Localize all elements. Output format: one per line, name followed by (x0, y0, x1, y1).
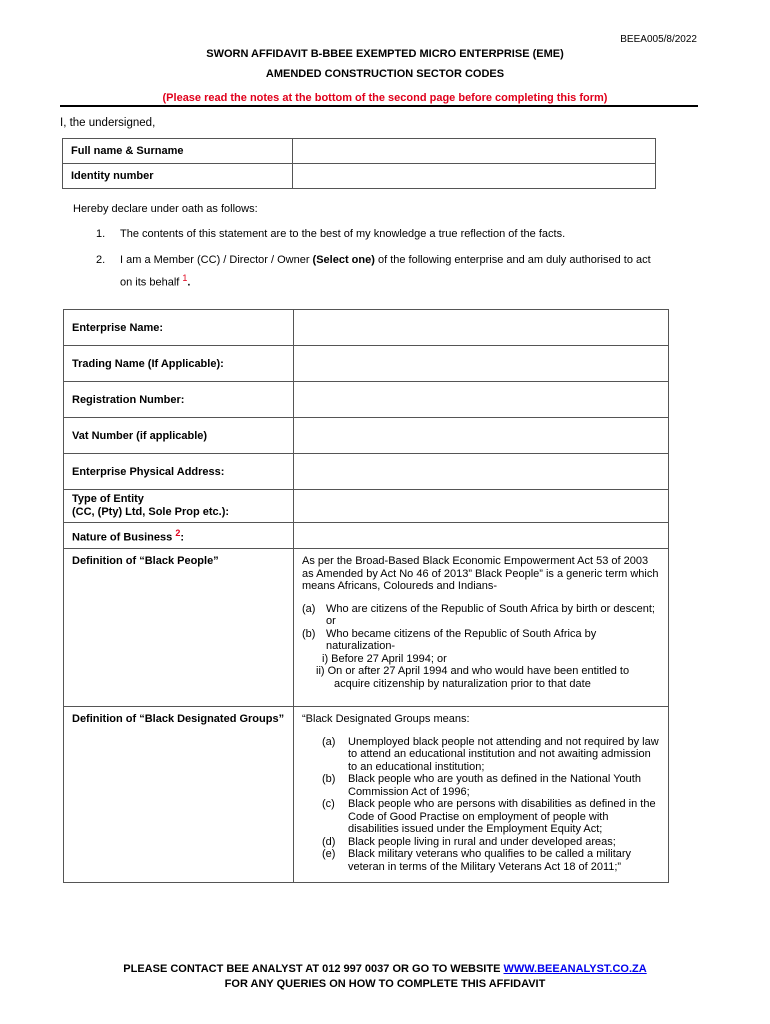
trading-name-field[interactable] (294, 346, 669, 382)
list-key: (b) (302, 627, 316, 640)
identity-number-field[interactable] (293, 164, 656, 189)
footnote-2: 2 (175, 527, 181, 538)
list-key: (a) (302, 602, 316, 615)
designated-intro: “Black Designated Groups means: (302, 713, 470, 725)
black-people-intro: As per the Broad-Based Black Economic Empowerment Act 53 of 2003 as Amended by Act No 46 of 2013” Black People” is a generic term which means Africans, Coloureds and Indians- (302, 555, 659, 592)
designated-groups-label: Definition of “Black Designated Groups” (64, 707, 294, 883)
header-divider (60, 105, 698, 107)
select-one-text: (Select one) (312, 254, 375, 266)
declaration-item-1: The contents of this statement are to the best of my knowledge a true reflection of the facts. (120, 228, 566, 240)
item2-text-c: on its behalf (120, 276, 183, 289)
nature-label-text: Nature of Business (72, 531, 176, 544)
list-text: Who are citizens of the Republic of South Africa by birth or descent; or (326, 602, 655, 627)
footnote-1: 1 (182, 273, 188, 283)
vat-number-field[interactable] (294, 418, 669, 454)
list-key: (d) (322, 835, 336, 848)
title-main: SWORN AFFIDAVIT B-BBEE EXEMPTED MICRO ENTERPRISE (EME) (206, 48, 564, 60)
list-item (302, 628, 660, 653)
designated-groups-definition (294, 707, 669, 883)
registration-number-field[interactable] (294, 382, 669, 418)
vat-number-label: Vat Number (if applicable) (64, 418, 294, 454)
list-item (322, 836, 660, 849)
list-text: Unemployed black people not attending and not required by law to attend an educational institution and not awaiting admission to an educational institution; (348, 735, 659, 773)
table-row (64, 490, 669, 523)
full-name-label: Full name & Surname (63, 139, 293, 164)
list-item (322, 848, 660, 873)
entity-type-label-1: Type of Entity (72, 493, 144, 505)
title-sub: AMENDED CONSTRUCTION SECTOR CODES (265, 68, 505, 80)
registration-number-label: Registration Number: (64, 382, 294, 418)
trading-name-label: Trading Name (If Applicable): (64, 346, 294, 382)
website-link[interactable]: WWW.BEEANALYST.CO.ZA (503, 963, 647, 975)
footer-line-1 (0, 962, 770, 977)
nature-of-business-label (64, 523, 294, 549)
table-row (64, 523, 669, 549)
footer-line-2: FOR ANY QUERIES ON HOW TO COMPLETE THIS AFFIDAVIT (224, 978, 546, 990)
entity-type-field[interactable] (294, 490, 669, 523)
item-number: 1. (96, 228, 106, 240)
table-row (64, 346, 669, 382)
list-item (322, 736, 660, 774)
sub-item: ii) On or after 27 April 1994 and who would have been entitled to (316, 665, 630, 677)
table-row (64, 454, 669, 490)
list-text: Black people living in rural and under developed areas; (348, 835, 616, 848)
footer (0, 962, 770, 992)
sub-item: i) Before 27 April 1994; or (322, 652, 447, 665)
designated-list (302, 736, 660, 874)
item2-end: . (187, 276, 191, 289)
list-text: Black people who are persons with disabilities as defined in the Code of Good Practise on employment of people with disabilities issued under the Employment Equity Act; (348, 798, 656, 835)
declaration-item-2 (120, 251, 690, 292)
table-row (64, 382, 669, 418)
table-row (64, 310, 669, 346)
list-key: (b) (322, 773, 336, 785)
list-key: (a) (322, 735, 336, 748)
table-row (63, 164, 656, 189)
identity-table (62, 138, 656, 189)
nature-of-business-field[interactable] (294, 523, 669, 549)
document-reference: BEEA005/8/2022 (620, 34, 697, 45)
physical-address-field[interactable] (294, 454, 669, 490)
list-text: Black people who are youth as defined in the National Youth Commission Act of 1996; (348, 773, 641, 798)
identity-number-label: Identity number (63, 164, 293, 189)
list-key: (c) (322, 798, 335, 810)
item2-text-a: I am a Member (CC) / Director / Owner (120, 254, 313, 266)
enterprise-table (63, 309, 669, 883)
declaration-intro: Hereby declare under oath as follows: (73, 203, 258, 215)
enterprise-name-field[interactable] (294, 310, 669, 346)
intro-text: I, the undersigned, (60, 117, 156, 129)
instruction-note: (Please read the notes at the bottom of the second page before completing this form) (162, 92, 608, 104)
sub-item-continued: acquire citizenship by naturalization prior to that date (334, 677, 591, 690)
table-row (64, 707, 669, 883)
nature-colon: : (180, 531, 184, 544)
list-key: (e) (322, 848, 336, 860)
entity-type-label (64, 490, 294, 523)
table-row (63, 139, 656, 164)
black-people-definition (294, 549, 669, 707)
black-people-label: Definition of “Black People” (64, 549, 294, 707)
physical-address-label: Enterprise Physical Address: (64, 454, 294, 490)
item-number: 2. (96, 254, 106, 266)
entity-type-label-2: (CC, (Pty) Ltd, Sole Prop etc.): (72, 506, 230, 518)
table-row (64, 418, 669, 454)
list-item (322, 773, 660, 798)
table-row (64, 549, 669, 707)
full-name-field[interactable] (293, 139, 656, 164)
list-item (322, 798, 660, 836)
item2-text-b: of the following enterprise and am duly authorised to act (374, 254, 651, 266)
footer-contact-text: PLEASE CONTACT BEE ANALYST AT 012 997 0037 OR GO TO WEBSITE (123, 963, 504, 975)
list-item (302, 603, 660, 628)
enterprise-name-label: Enterprise Name: (64, 310, 294, 346)
list-text: Who became citizens of the Republic of South Africa by naturalization- (326, 627, 597, 652)
list-text: Black military veterans who qualifies to be called a military veteran in terms of the Military Veterans Act 18 of 2011;” (348, 848, 632, 873)
